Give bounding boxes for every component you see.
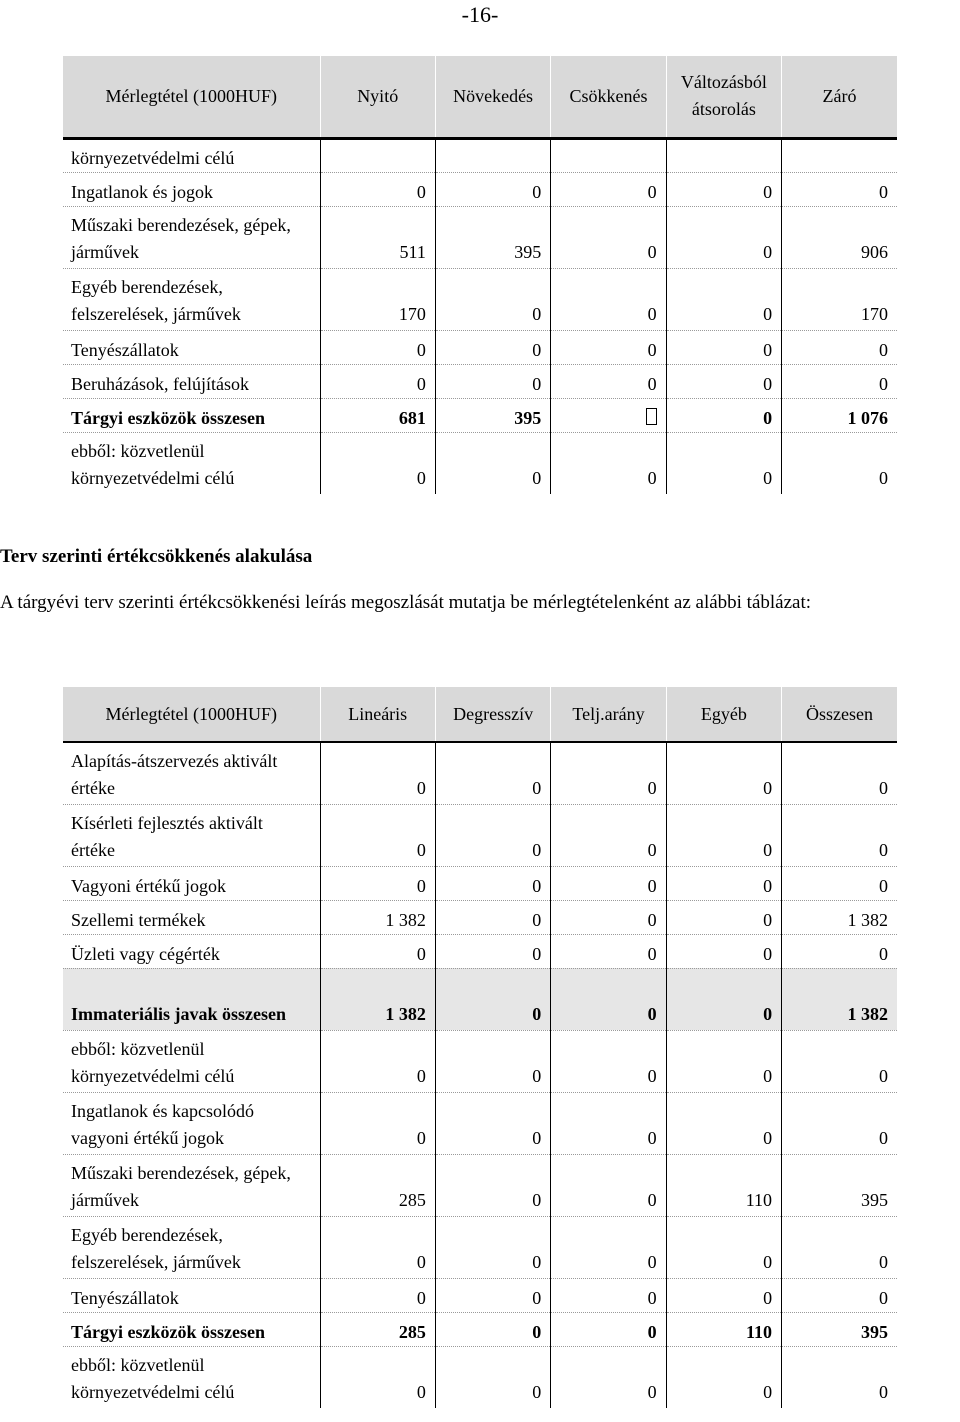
- cell-value: 0: [320, 1092, 435, 1154]
- cell-value: 0: [666, 1030, 781, 1092]
- cell-value: 681: [320, 398, 435, 432]
- section-heading: Terv szerinti értékcsökkenés alakulása: [0, 546, 313, 567]
- row-label: Szellemi termékek: [63, 900, 320, 934]
- cell-value: 0: [435, 330, 550, 364]
- cell-value: 0: [435, 1092, 550, 1154]
- cell-value: 0: [435, 268, 550, 330]
- cell-value: 170: [782, 268, 897, 330]
- cell-value: 0: [782, 364, 897, 398]
- cell-value: 110: [666, 1312, 781, 1346]
- cell-value: 0: [435, 1312, 550, 1346]
- cell-value: 0: [782, 172, 897, 206]
- cell-value: 0: [320, 1030, 435, 1092]
- cell-value: 0: [551, 968, 666, 1030]
- cell-value: 0: [666, 804, 781, 866]
- cell-value: 0: [782, 1278, 897, 1312]
- cell-value: 0: [320, 432, 435, 494]
- cell-value: [666, 138, 781, 172]
- table-row: [63, 934, 897, 968]
- cell-value: 0: [551, 432, 666, 494]
- cell-value: 0: [551, 1030, 666, 1092]
- cell-value: 0: [782, 742, 897, 804]
- row-label: Egyéb berendezések, felszerelések, járművek: [63, 1216, 320, 1278]
- cell-value: 0: [551, 900, 666, 934]
- row-label: Vagyoni értékű jogok: [63, 866, 320, 900]
- cell-value: 0: [320, 934, 435, 968]
- column-header: Mérlegtétel (1000HUF): [63, 687, 320, 742]
- table-row: [63, 206, 897, 268]
- cell-value: 395: [782, 1154, 897, 1216]
- row-label: Beruházások, felújítások: [63, 364, 320, 398]
- cell-value: 110: [666, 1154, 781, 1216]
- cell-value: 0: [666, 172, 781, 206]
- cell-value: 395: [435, 206, 550, 268]
- cell-value: 0: [435, 364, 550, 398]
- cell-value: 170: [320, 268, 435, 330]
- cell-value: 0: [666, 900, 781, 934]
- cell-value: 0: [666, 1346, 781, 1408]
- table-row: [63, 364, 897, 398]
- cell-value: 0: [551, 330, 666, 364]
- column-header: Egyéb: [666, 687, 781, 742]
- table-row: [63, 866, 897, 900]
- row-label: Tenyészállatok: [63, 330, 320, 364]
- table-row: [63, 1278, 897, 1312]
- cell-value: 0: [782, 1216, 897, 1278]
- cell-value: 0: [320, 172, 435, 206]
- cell-value: 0: [320, 1278, 435, 1312]
- cell-value: 0: [551, 172, 666, 206]
- cell-value: 0: [435, 968, 550, 1030]
- column-header: Összesen: [782, 687, 897, 742]
- cell-value: 0: [435, 742, 550, 804]
- cell-value: [435, 138, 550, 172]
- column-header: Nyitó: [320, 56, 435, 138]
- cell-value: 0: [320, 742, 435, 804]
- row-label: Tárgyi eszközök összesen: [63, 1312, 320, 1346]
- row-label: Alapítás-átszervezés aktivált értéke: [63, 742, 320, 804]
- table-row: [63, 1154, 897, 1216]
- cell-value: 0: [551, 206, 666, 268]
- row-label: ebből: közvetlenül környezetvédelmi célú: [71, 441, 235, 488]
- cell-value: 0: [666, 742, 781, 804]
- table-row: [63, 1216, 897, 1278]
- table-row: [63, 330, 897, 364]
- cell-value: 0: [782, 934, 897, 968]
- section-paragraph: A tárgyévi terv szerinti értékcsökkenési leírás megoszlását mutatja be mérlegtételenként az alábbi táblázat:: [0, 592, 812, 613]
- table-row: [63, 804, 897, 866]
- cell-value: 285: [320, 1154, 435, 1216]
- cell-value: 1 076: [782, 398, 897, 432]
- cell-value: [782, 138, 897, 172]
- table-row: [63, 1346, 897, 1408]
- table-row: [63, 432, 897, 494]
- cell-value: 395: [435, 398, 550, 432]
- cell-value: 0: [782, 432, 897, 494]
- cell-value: 0: [666, 968, 781, 1030]
- cell-value: 0: [320, 866, 435, 900]
- cell-value: 0: [551, 1216, 666, 1278]
- cell-value: 0: [551, 1278, 666, 1312]
- row-label: ebből: közvetlenül környezetvédelmi célú: [63, 1030, 320, 1092]
- cell-value: 0: [782, 330, 897, 364]
- column-header: Csökkenés: [551, 56, 666, 138]
- column-header: Záró: [782, 56, 897, 138]
- column-header: Növekedés: [435, 56, 550, 138]
- column-header: Telj.arány: [551, 687, 666, 742]
- cell-value: 0: [320, 1346, 435, 1408]
- page-number: -16-: [461, 2, 499, 27]
- cell-value: 0: [435, 1278, 550, 1312]
- cell-value: 0: [551, 268, 666, 330]
- table-row: [63, 1092, 897, 1154]
- row-label: Egyéb berendezések, felszerelések, járművek: [63, 268, 320, 330]
- cell-value: 0: [666, 866, 781, 900]
- row-label: Ingatlanok és jogok: [63, 172, 320, 206]
- cell-value: 395: [782, 1312, 897, 1346]
- table-row: [63, 268, 897, 330]
- cell-value: 0: [435, 900, 550, 934]
- table-row: [63, 742, 897, 804]
- column-header: Lineáris: [320, 687, 435, 742]
- cell-value: 0: [320, 804, 435, 866]
- table-row: [63, 172, 897, 206]
- cell-value: 0: [551, 1092, 666, 1154]
- cell-value: 0: [782, 1346, 897, 1408]
- cell-value: 0: [666, 364, 781, 398]
- depreciation-table: [63, 687, 897, 1408]
- cell-value: [551, 138, 666, 172]
- column-header: Degresszív: [435, 687, 550, 742]
- table-row-total: [63, 968, 897, 1030]
- cell-value: 285: [320, 1312, 435, 1346]
- cell-value: 0: [435, 1346, 550, 1408]
- cell-value: 0: [435, 934, 550, 968]
- cell-value: 0: [320, 1216, 435, 1278]
- cell-value: [551, 398, 666, 432]
- cell-value: 0: [666, 206, 781, 268]
- table-row: [63, 1030, 897, 1092]
- cell-value: 1 382: [320, 900, 435, 934]
- cell-value: 0: [551, 364, 666, 398]
- missing-glyph-icon: [646, 408, 657, 425]
- row-label: Kísérleti fejlesztés aktivált értéke: [63, 804, 320, 866]
- cell-value: 0: [666, 432, 781, 494]
- column-header: Változásból átsorolás: [666, 56, 781, 138]
- cell-value: 0: [782, 804, 897, 866]
- cell-value: 0: [435, 804, 550, 866]
- cell-value: 0: [551, 804, 666, 866]
- column-header: Mérlegtétel (1000HUF): [63, 56, 320, 138]
- cell-value: 0: [666, 1092, 781, 1154]
- row-label: Immateriális javak összesen: [63, 968, 320, 1030]
- cell-value: 0: [782, 1092, 897, 1154]
- cell-value: 1 382: [782, 900, 897, 934]
- cell-value: 511: [320, 206, 435, 268]
- cell-value: 0: [666, 268, 781, 330]
- cell-value: 0: [551, 866, 666, 900]
- cell-value: 0: [435, 172, 550, 206]
- cell-value: 0: [666, 1216, 781, 1278]
- cell-value: 0: [435, 866, 550, 900]
- table-header-row: [63, 687, 897, 742]
- table-row: [63, 900, 897, 934]
- cell-value: 0: [320, 364, 435, 398]
- row-label: Üzleti vagy cégérték: [63, 934, 320, 968]
- cell-value: 906: [782, 206, 897, 268]
- cell-value: 0: [782, 1030, 897, 1092]
- cell-value: 1 382: [320, 968, 435, 1030]
- cell-value: 0: [551, 934, 666, 968]
- row-label: Műszaki berendezések, gépek, járművek: [63, 206, 320, 268]
- cell-value: 0: [782, 866, 897, 900]
- cell-value: 0: [435, 1154, 550, 1216]
- cell-value: 1 382: [782, 968, 897, 1030]
- row-label: Műszaki berendezések, gépek, járművek: [63, 1154, 320, 1216]
- cell-value: [320, 138, 435, 172]
- row-label: Ingatlanok és kapcsolódó vagyoni értékű jogok: [63, 1092, 320, 1154]
- cell-value: 0: [666, 330, 781, 364]
- cell-value: 0: [666, 934, 781, 968]
- row-label: Tenyészállatok: [63, 1278, 320, 1312]
- cell-value: 0: [551, 1312, 666, 1346]
- asset-movement-table: [63, 56, 897, 494]
- table-header-row: [63, 56, 897, 138]
- row-label: környezetvédelmi célú: [63, 138, 320, 172]
- table-row-total: [63, 1312, 897, 1346]
- cell-value: 0: [435, 432, 550, 494]
- cell-value: 0: [551, 1346, 666, 1408]
- cell-value: 0: [551, 1154, 666, 1216]
- table-row-total: [63, 398, 897, 432]
- row-label: Tárgyi eszközök összesen: [63, 398, 320, 432]
- cell-value: 0: [666, 398, 781, 432]
- table-row: [63, 138, 897, 172]
- cell-value: 0: [320, 330, 435, 364]
- cell-value: 0: [435, 1030, 550, 1092]
- cell-value: 0: [551, 742, 666, 804]
- cell-value: 0: [435, 1216, 550, 1278]
- cell-value: 0: [666, 1278, 781, 1312]
- row-label: ebből: közvetlenül környezetvédelmi célú: [71, 1355, 235, 1402]
